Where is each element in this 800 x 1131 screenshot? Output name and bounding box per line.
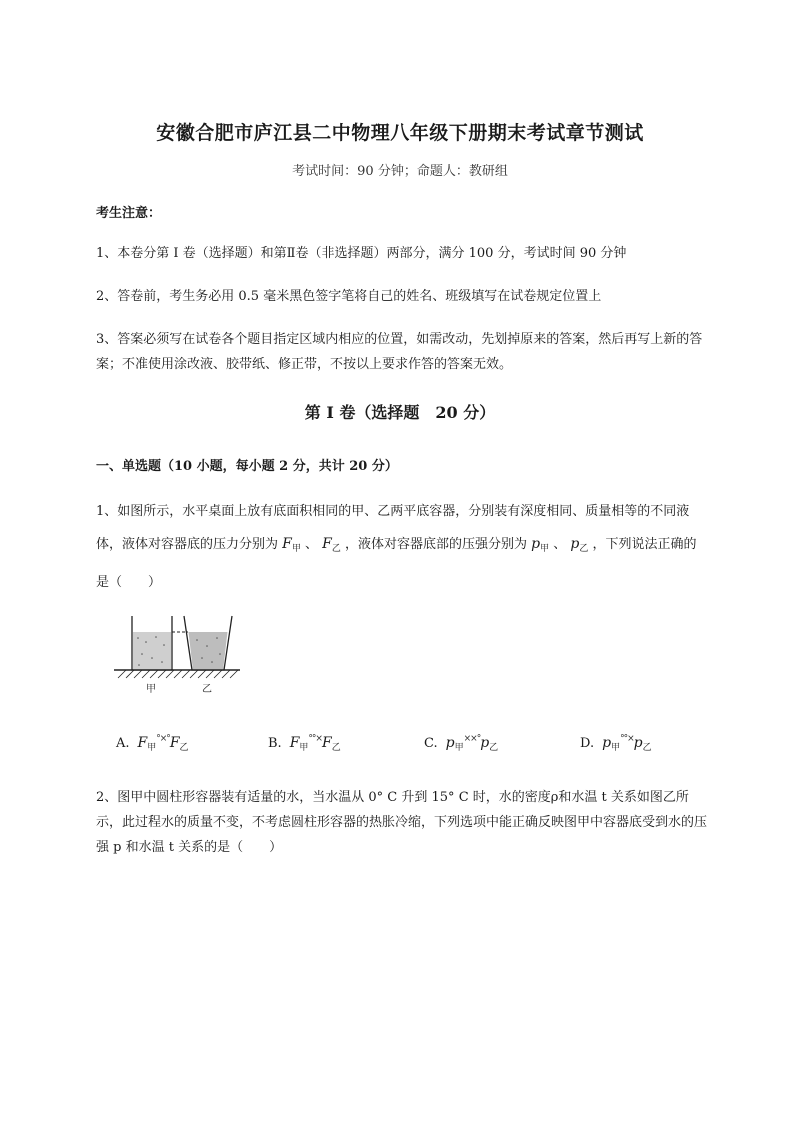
question-2: 2、图甲中圆柱形容器装有适量的水，当水温从 0° C 升到 15° C 时，水的密度ρ和水温 t 关系如图乙所示，此过程水的质量不变，不考虑圆柱形容器的热胀冷缩，下列选项中能正确反映图甲中容器底受到水的压强 p 和水温 t 关系的是（ ） bbox=[96, 790, 708, 855]
option-d[interactable] bbox=[580, 734, 652, 753]
option-c-expr: $p_甲^{\times\times^\circ}p_乙$ bbox=[445, 734, 499, 753]
section-subheading: 一、单选题（10 小题，每小题 2 分，共计 20 分） bbox=[96, 459, 398, 474]
q1-text-b: ，液体对容器底部的压强分别为 bbox=[340, 537, 532, 552]
option-a-label: A. bbox=[116, 736, 130, 751]
q1-p-jia: $p_甲$ bbox=[531, 536, 550, 554]
notice-item-2: 2、答卷前，考生务必用 0.5 毫米黑色签字笔将自己的姓名、班级填写在试卷规定位置上 bbox=[96, 289, 602, 304]
q1-text-a: 1、如图所示，水平桌面上放有底面积相同的甲、乙两平底容器，分别装有深度相同、质量相等的不同液体，液体对容器底的压力分别为 bbox=[96, 504, 690, 552]
question-1 bbox=[96, 495, 708, 599]
exam-title: 安徽合肥市庐江县二中物理八年级下册期末考试章节测试 bbox=[156, 122, 644, 144]
containers-figure bbox=[112, 610, 252, 702]
option-d-expr: $p_甲^{^\circ^\circ\times}p_乙$ bbox=[602, 734, 652, 753]
q1-sep-2: 、 bbox=[549, 537, 571, 552]
option-c[interactable] bbox=[424, 734, 498, 753]
figure-label-yi: 乙 bbox=[202, 684, 212, 695]
exam-subtitle: 考试时间：90 分钟；命题人：教研组 bbox=[292, 164, 508, 179]
option-c-label: C. bbox=[424, 736, 438, 751]
option-d-label: D. bbox=[580, 736, 595, 751]
q1-F-yi: $F_乙$ bbox=[322, 536, 341, 554]
option-a-expr: $F_甲^{^\circ\times^\circ}F_乙$ bbox=[137, 734, 189, 753]
notice-item-3: 3、答案必须写在试卷各个题目指定区域内相应的位置，如需改动，先划掉原来的答案，然后再写上新的答案；不准使用涂改液、胶带纸、修正带，不按以上要求作答的答案无效。 bbox=[96, 332, 703, 372]
option-a[interactable] bbox=[116, 734, 189, 753]
option-b-expr: $F_甲^{^\circ^\circ\times}F_乙$ bbox=[289, 734, 341, 753]
section-title: 第 I 卷（选择题 20 分） bbox=[304, 403, 496, 422]
option-b-label: B. bbox=[268, 736, 282, 751]
q1-sep-1: 、 bbox=[300, 537, 323, 552]
option-b[interactable] bbox=[268, 734, 341, 753]
figure-label-jia: 甲 bbox=[146, 684, 156, 695]
notice-item-1: 1、本卷分第 I 卷（选择题）和第Ⅱ卷（非选择题）两部分，满分 100 分，考试时间 90 分钟 bbox=[96, 246, 627, 261]
q1-p-yi: $p_乙$ bbox=[570, 536, 589, 554]
q1-F-jia: $F_甲$ bbox=[282, 536, 301, 554]
notice-heading: 考生注意： bbox=[96, 206, 162, 221]
q1-text-c: ，下列说法正确的是（ ） bbox=[96, 537, 697, 590]
